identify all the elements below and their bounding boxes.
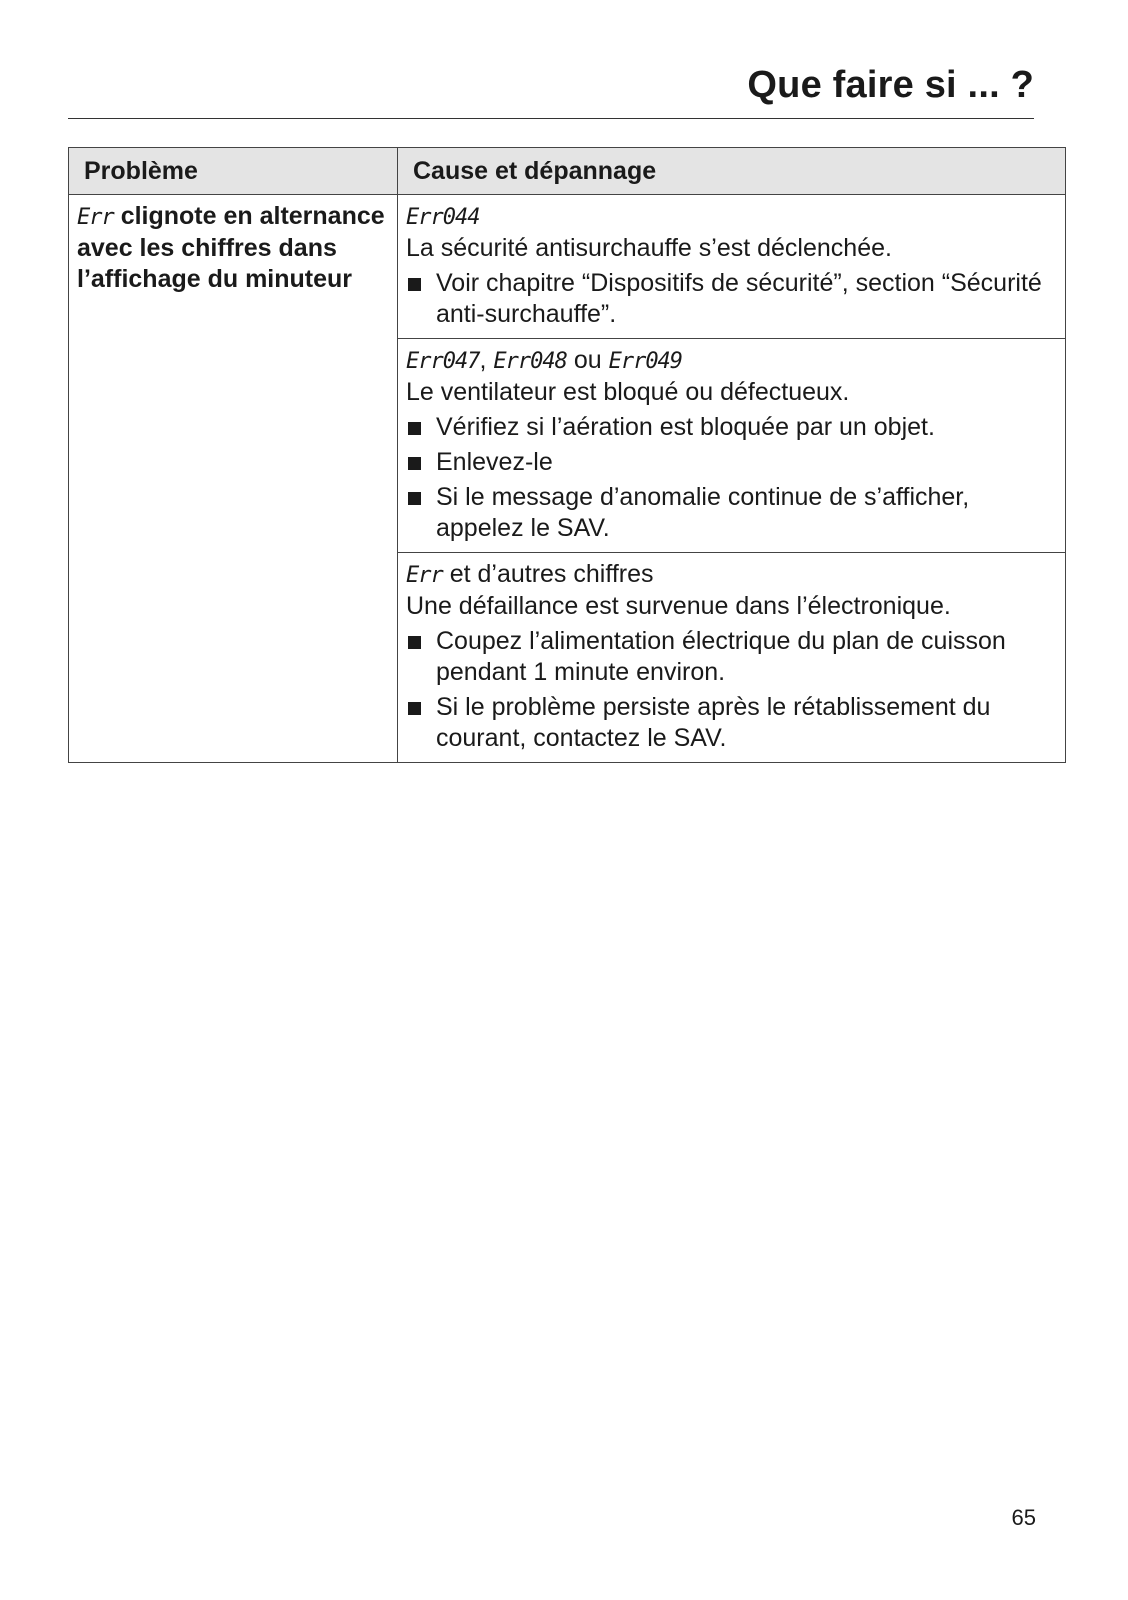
remedy-text: Si le problème persiste après le rétablissement du courant, contactez le SAV. — [436, 693, 991, 752]
remedy-text: Vérifiez si l’aération est bloquée par un objet. — [436, 413, 935, 441]
page-title: Que faire si ... ? — [747, 64, 1034, 106]
list-item — [406, 412, 1057, 443]
bullet-square-icon — [408, 492, 421, 505]
error-code: Err — [406, 563, 443, 588]
error-code-line — [406, 559, 1057, 591]
list-item — [406, 482, 1057, 544]
code-suffix: et d’autres chiffres — [442, 560, 654, 588]
error-code: Err048 — [493, 349, 567, 374]
remedy-text: Si le message d’anomalie continue de s’afficher, appelez le SAV. — [436, 483, 970, 542]
cause-description: Une défaillance est survenue dans l’électronique. — [406, 592, 951, 620]
remedy-list — [406, 626, 1057, 754]
error-code-line — [406, 201, 1057, 233]
bullet-square-icon — [408, 457, 421, 470]
title-divider — [68, 118, 1034, 119]
bullet-square-icon — [408, 702, 421, 715]
error-code: Err047 — [406, 349, 480, 374]
table-row — [69, 195, 1066, 339]
cause-cell — [398, 339, 1066, 553]
error-code: Err — [77, 205, 114, 230]
remedy-text: Enlevez-le — [436, 448, 553, 476]
page-number: 65 — [1011, 1505, 1036, 1530]
code-separator: ou — [566, 346, 609, 374]
column-header-cause: Cause et dépannage — [398, 148, 1066, 195]
table-header-row — [69, 148, 1066, 195]
cause-cell — [398, 553, 1066, 763]
list-item — [406, 447, 1057, 478]
cause-cell — [398, 195, 1066, 339]
list-item — [406, 692, 1057, 754]
cause-description: La sécurité antisurchauffe s’est déclenchée. — [406, 234, 892, 262]
bullet-square-icon — [408, 422, 421, 435]
column-header-problem: Problème — [69, 148, 398, 195]
code-separator: , — [479, 346, 494, 374]
remedy-list — [406, 268, 1057, 330]
remedy-list — [406, 412, 1057, 544]
list-item — [406, 626, 1057, 688]
list-item — [406, 268, 1057, 330]
cause-description: Le ventilateur est bloqué ou défectueux. — [406, 378, 850, 406]
problem-text: clignote en alternance avec les chiffres dans l’affichage du minuteur — [77, 202, 385, 293]
troubleshooting-table — [68, 147, 1066, 763]
error-code: Err044 — [406, 205, 480, 230]
remedy-text: Coupez l’alimentation électrique du plan de cuisson pendant 1 minute environ. — [436, 627, 1006, 686]
remedy-text: Voir chapitre “Dispositifs de sécurité”, section “Sécurité anti-surchauffe”. — [436, 269, 1042, 328]
problem-cell — [69, 195, 398, 763]
error-code-line — [406, 345, 1057, 377]
bullet-square-icon — [408, 636, 421, 649]
bullet-square-icon — [408, 278, 421, 291]
error-code: Err049 — [608, 349, 683, 374]
